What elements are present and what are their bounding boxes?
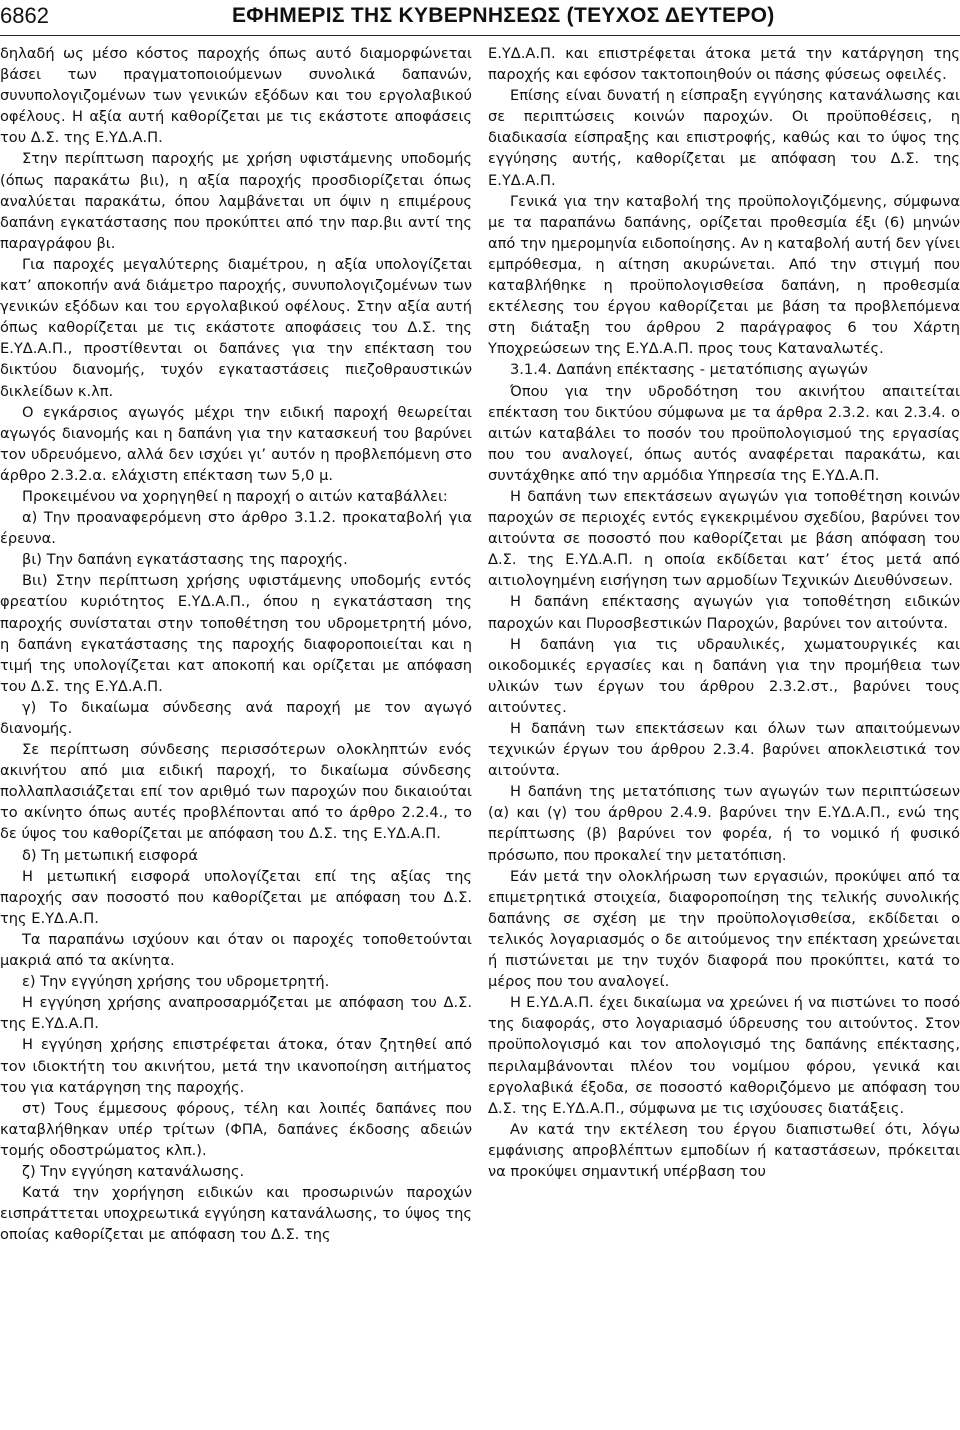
paragraph: Η δαπάνη των επεκτάσεων αγωγών για τοποθέτηση κοινών παροχών σε περιοχές εντός εγκεκριμένου σχεδίου, βαρύνει τον αιτούντα σε ποσοστό που καθορίζεται με βάση απόφαση του Δ.Σ. της Ε.ΥΔ.Α.Π. η οποία εκδίδεται κατ’ έτος μετά από αιτιολογημένη εισήγηση των αρμοδίων Τεχνικών Διευθύνσεων. xyxy=(488,487,960,590)
gazette-title: ΕΦΗΜΕΡΙΣ ΤΗΣ ΚΥΒΕΡΝΗΣΕΩΣ (ΤΕΥΧΟΣ ΔΕΥΤΕΡΟ) xyxy=(232,4,775,27)
paragraph: Όπου για την υδροδότηση του ακινήτου απαιτείται επέκταση του δικτύου σύμφωνα με τα άρθρα 2.3.2. και 2.3.4. ο αιτών καταβάλει το ποσόν του προϋπολογισμού της εργασίας που του αναλογεί, όπως αυτός αναφέρεται παρακάτω, και συντάχθηκε από την αρμόδια Υπηρεσία της Ε.ΥΔ.Α.Π. xyxy=(488,382,960,484)
paragraph: Σε περίπτωση σύνδεσης περισσότερων ολοκληπτών ενός ακινήτου από μια ειδική παροχή, το δικαίωμα σύνδεσης πολλαπλασιάζεται επί τον αριθμό των παροχών που δικαιούται το ακίνητο όπως αυτές προβλέπονται από το άρθρο 2.2.4., το δε ύψος του καθορίζεται με απόφαση του Δ.Σ. της Ε.ΥΔ.Α.Π. xyxy=(0,741,472,843)
paragraph: Η δαπάνη για τις υδραυλικές, χωματουργικές και οικοδομικές εργασίες και η δαπάνη για την προμήθεια των υλικών των έργων του άρθρου 2.3.2.στ., βαρύνει τους αιτούντες. xyxy=(488,635,960,716)
paragraph: δ) Τη μετωπική εισφορά xyxy=(22,846,198,864)
paragraph: Βιι) Στην περίπτωση χρήσης υφιστάμενης υποδομής εντός φρεατίου κυριότητος Ε.ΥΔ.Α.Π., όπου η εγκατάσταση της παροχής συνίσταται στην τοποθέτηση του υδρομετρητή μόνο, η δαπάνη εγκατάστασης της παροχής διαφοροποιείται και η τιμή της υπολογίζεται κατ αποκοπή και ορίζεται με απόφαση του Δ.Σ. της Ε.ΥΔ.Α.Π. xyxy=(0,572,472,695)
paragraph: ε) Την εγγύηση χρήσης του υδρομετρητή. xyxy=(22,973,330,991)
paragraph: γ) Το δικαίωμα σύνδεσης ανά παροχή με τον αγωγό διανομής. xyxy=(0,698,472,737)
paragraph: Ο εγκάρσιος αγωγός μέχρι την ειδική παροχή θεωρείται αγωγός διανομής και η δαπάνη για την κατασκευή του βαρύνει τον υδρευόμενο, αλλά δεν ισχύει γι’ αυτόν η προβλεπόμενη στο άρθρο 2.3.2.α. ελάχιστη επέκταση των 5,0 μ. xyxy=(0,403,472,484)
paragraph: δηλαδή ως μέσο κόστος παροχής όπως αυτό διαμορφώνεται βάσει των πραγματοποιούμενων συνολικά δαπανών, συνυπολογιζομένων των γενικών εξόδων και του εργολαβικού οφέλους. Η αξία αυτή καθορίζεται με τις εκάστοτε αποφάσεις του Δ.Σ. της Ε.ΥΔ.Α.Π. xyxy=(0,45,472,147)
paragraph: Η δαπάνη των επεκτάσεων και όλων των απαιτούμενων τεχνικών έργων του άρθρου 2.3.4. βαρύνει αποκλειστικά τον αιτούντα. xyxy=(488,720,960,780)
paragraph: Επίσης είναι δυνατή η είσπραξη εγγύησης κατανάλωσης και σε περιπτώσεις κοινών παροχών. Οι προϋποθέσεις, η διαδικασία είσπραξης και επιστροφής, καθώς και το ύψος της εγγύησης αυτής, καθορίζεται με απόφαση του Δ.Σ. της Ε.ΥΔ.Α.Π. xyxy=(488,87,960,189)
paragraph: Στην περίπτωση παροχής με χρήση υφιστάμενης υποδομής (όπως παρακάτω βιι), η αξία παροχής προσδιορίζεται όπως αναλύεται παρακάτω, όπου λαμβάνεται υπ όψιν η επιμέρους δαπάνη εγκατάστασης που προκύπτει από την παρ.βιι αντί της παραγράφου βι. xyxy=(0,150,472,252)
paragraph: Ε.ΥΔ.Α.Π. και επιστρέφεται άτοκα μετά την κατάργηση της παροχής και εφόσον τακτοποιηθούν οι πάσης φύσεως οφειλές. xyxy=(488,45,960,84)
section-heading: 3.1.4. Δαπάνη επέκτασης - μετατόπισης αγωγών xyxy=(510,361,868,379)
paragraph: Αν κατά την εκτέλεση του έργου διαπιστωθεί ότι, λόγω εμφάνισης απροβλέπτων εμποδίων ή καταστάσεων, πρόκειται να προκύψει σημαντική υπέρβαση του xyxy=(488,1120,960,1180)
paragraph: Κατά την χορήγηση ειδικών και προσωρινών παροχών εισπράττεται υποχρεωτικά εγγύηση κατανάλωσης, το ύψος της οποίας καθορίζεται με απόφαση του Δ.Σ. της xyxy=(0,1184,472,1244)
header-divider xyxy=(0,35,960,36)
left-column xyxy=(0,43,472,1245)
paragraph: Προκειμένου να χορηγηθεί η παροχή ο αιτών καταβάλλει: xyxy=(22,487,448,505)
paragraph: Η δαπάνη επέκτασης αγωγών για τοποθέτηση ειδικών παροχών και Πυροσβεστικών Παροχών, βαρύνει τον αιτούντα. xyxy=(488,593,960,632)
paragraph: Η μετωπική εισφορά υπολογίζεται επί της αξίας της παροχής σαν ποσοστό που καθορίζεται με απόφαση του Δ.Σ. της Ε.ΥΔ.Α.Π. xyxy=(0,867,472,927)
page-number: 6862 xyxy=(0,3,49,28)
right-column xyxy=(488,43,960,1182)
paragraph: στ) Τους έμμεσους φόρους, τέλη και λοιπές δαπάνες που καταβλήθηκαν υπέρ τρίτων (ΦΠΑ, δαπάνες έκδοσης αδειών τομής οδοστρώματος κλπ.). xyxy=(0,1099,472,1159)
paragraph: Εάν μετά την ολοκλήρωση των εργασιών, προκύψει από τα επιμετρητικά στοιχεία, διαφοροποίηση της τελικής συνολικής δαπάνης σε σχέση με την προϋπολογισθείσα, εκδίδεται ο τελικός λογαριασμός ο δε αιτούμενος την επέκταση χρεώνεται ή πιστώνεται με την τυχόν διαφορά που προκύπτει, κατά το μέρος που του αναλογεί. xyxy=(488,867,960,991)
paragraph: ζ) Την εγγύηση κατανάλωσης. xyxy=(22,1162,245,1180)
paragraph: Για παροχές μεγαλύτερης διαμέτρου, η αξία υπολογίζεται κατ’ αποκοπήν ανά διάμετρο παροχής, συνυπολογιζομένων των γενικών εξόδων και του εργολαβικού οφέλους. Στην αξία αυτή όπως καθορίζεται με τις εκάστοτε αποφάσεις του Δ.Σ. της Ε.ΥΔ.Α.Π., προστίθενται οι δαπάνες για την επέκταση του δικτύου διανομής, τυχόν εγκαταστάσεις πιεζοθραυστικών δικλείδων κ.λπ. xyxy=(0,255,472,400)
page-header xyxy=(0,0,960,34)
paragraph: Γενικά για την καταβολή της προϋπολογιζόμενης, σύμφωνα με τα παραπάνω δαπάνης, ορίζεται προθεσμία έξι (6) μηνών από την ημερομηνία ειδοποίησης. Αν η καταβολή αυτή δεν γίνει εμπρόθεσμα, η αίτηση ακυρώνεται. Από την στιγμή που καταβλήθηκε η προϋπολογισθείσα δαπάνη, η προθεσμία εκτέλεσης του έργου καθορίζεται με βάση τα προβλεπόμενα στη διάταξη του άρθρου 2 παράγραφος 6 του Χάρτη Υποχρεώσεων της Ε.ΥΔ.Α.Π. προς τους Καταναλωτές. xyxy=(488,192,960,358)
paragraph: Η δαπάνη της μετατόπισης των αγωγών των περιπτώσεων (α) και (γ) του άρθρου 2.4.9. βαρύνει την Ε.ΥΔ.Α.Π., ενώ της περίπτωσης (β) βαρύνει τον φορέα, ή το νομικό ή φυσικό πρόσωπο, που προκαλεί την μετατόπιση. xyxy=(488,783,960,864)
paragraph: Η εγγύηση χρήσης επιστρέφεται άτοκα, όταν ζητηθεί από τον ιδιοκτήτη του ακινήτου, μετά την ικανοποίηση αιτήματος του για κατάργηση της παροχής. xyxy=(0,1036,472,1096)
paragraph: α) Την προαναφερόμενη στο άρθρο 3.1.2. προκαταβολή για έρευνα. xyxy=(0,509,472,548)
paragraph: βι) Την δαπάνη εγκατάστασης της παροχής. xyxy=(22,551,348,569)
paragraph: Η Ε.ΥΔ.Α.Π. έχει δικαίωμα να χρεώνει ή να πιστώνει το ποσό της διαφοράς, στο λογαριασμό ύδρευσης του αιτούντος. Στον προϋπολογισμό και τον απολογισμό της δαπάνης επέκτασης, περιλαμβάνονται πλέον του νομίμου φόρου, γενικά και εργολαβικά έξοδα, σε ποσοστό καθοριζόμενο με απόφαση του Δ.Σ. της Ε.ΥΔ.Α.Π., σύμφωνα με τις ισχύουσες διατάξεις. xyxy=(488,994,960,1117)
paragraph: Τα παραπάνω ισχύουν και όταν οι παροχές τοποθετούνται μακριά από τα ακίνητα. xyxy=(0,930,472,970)
paragraph: Η εγγύηση χρήσης αναπροσαρμόζεται με απόφαση του Δ.Σ. της Ε.ΥΔ.Α.Π. xyxy=(0,994,472,1033)
